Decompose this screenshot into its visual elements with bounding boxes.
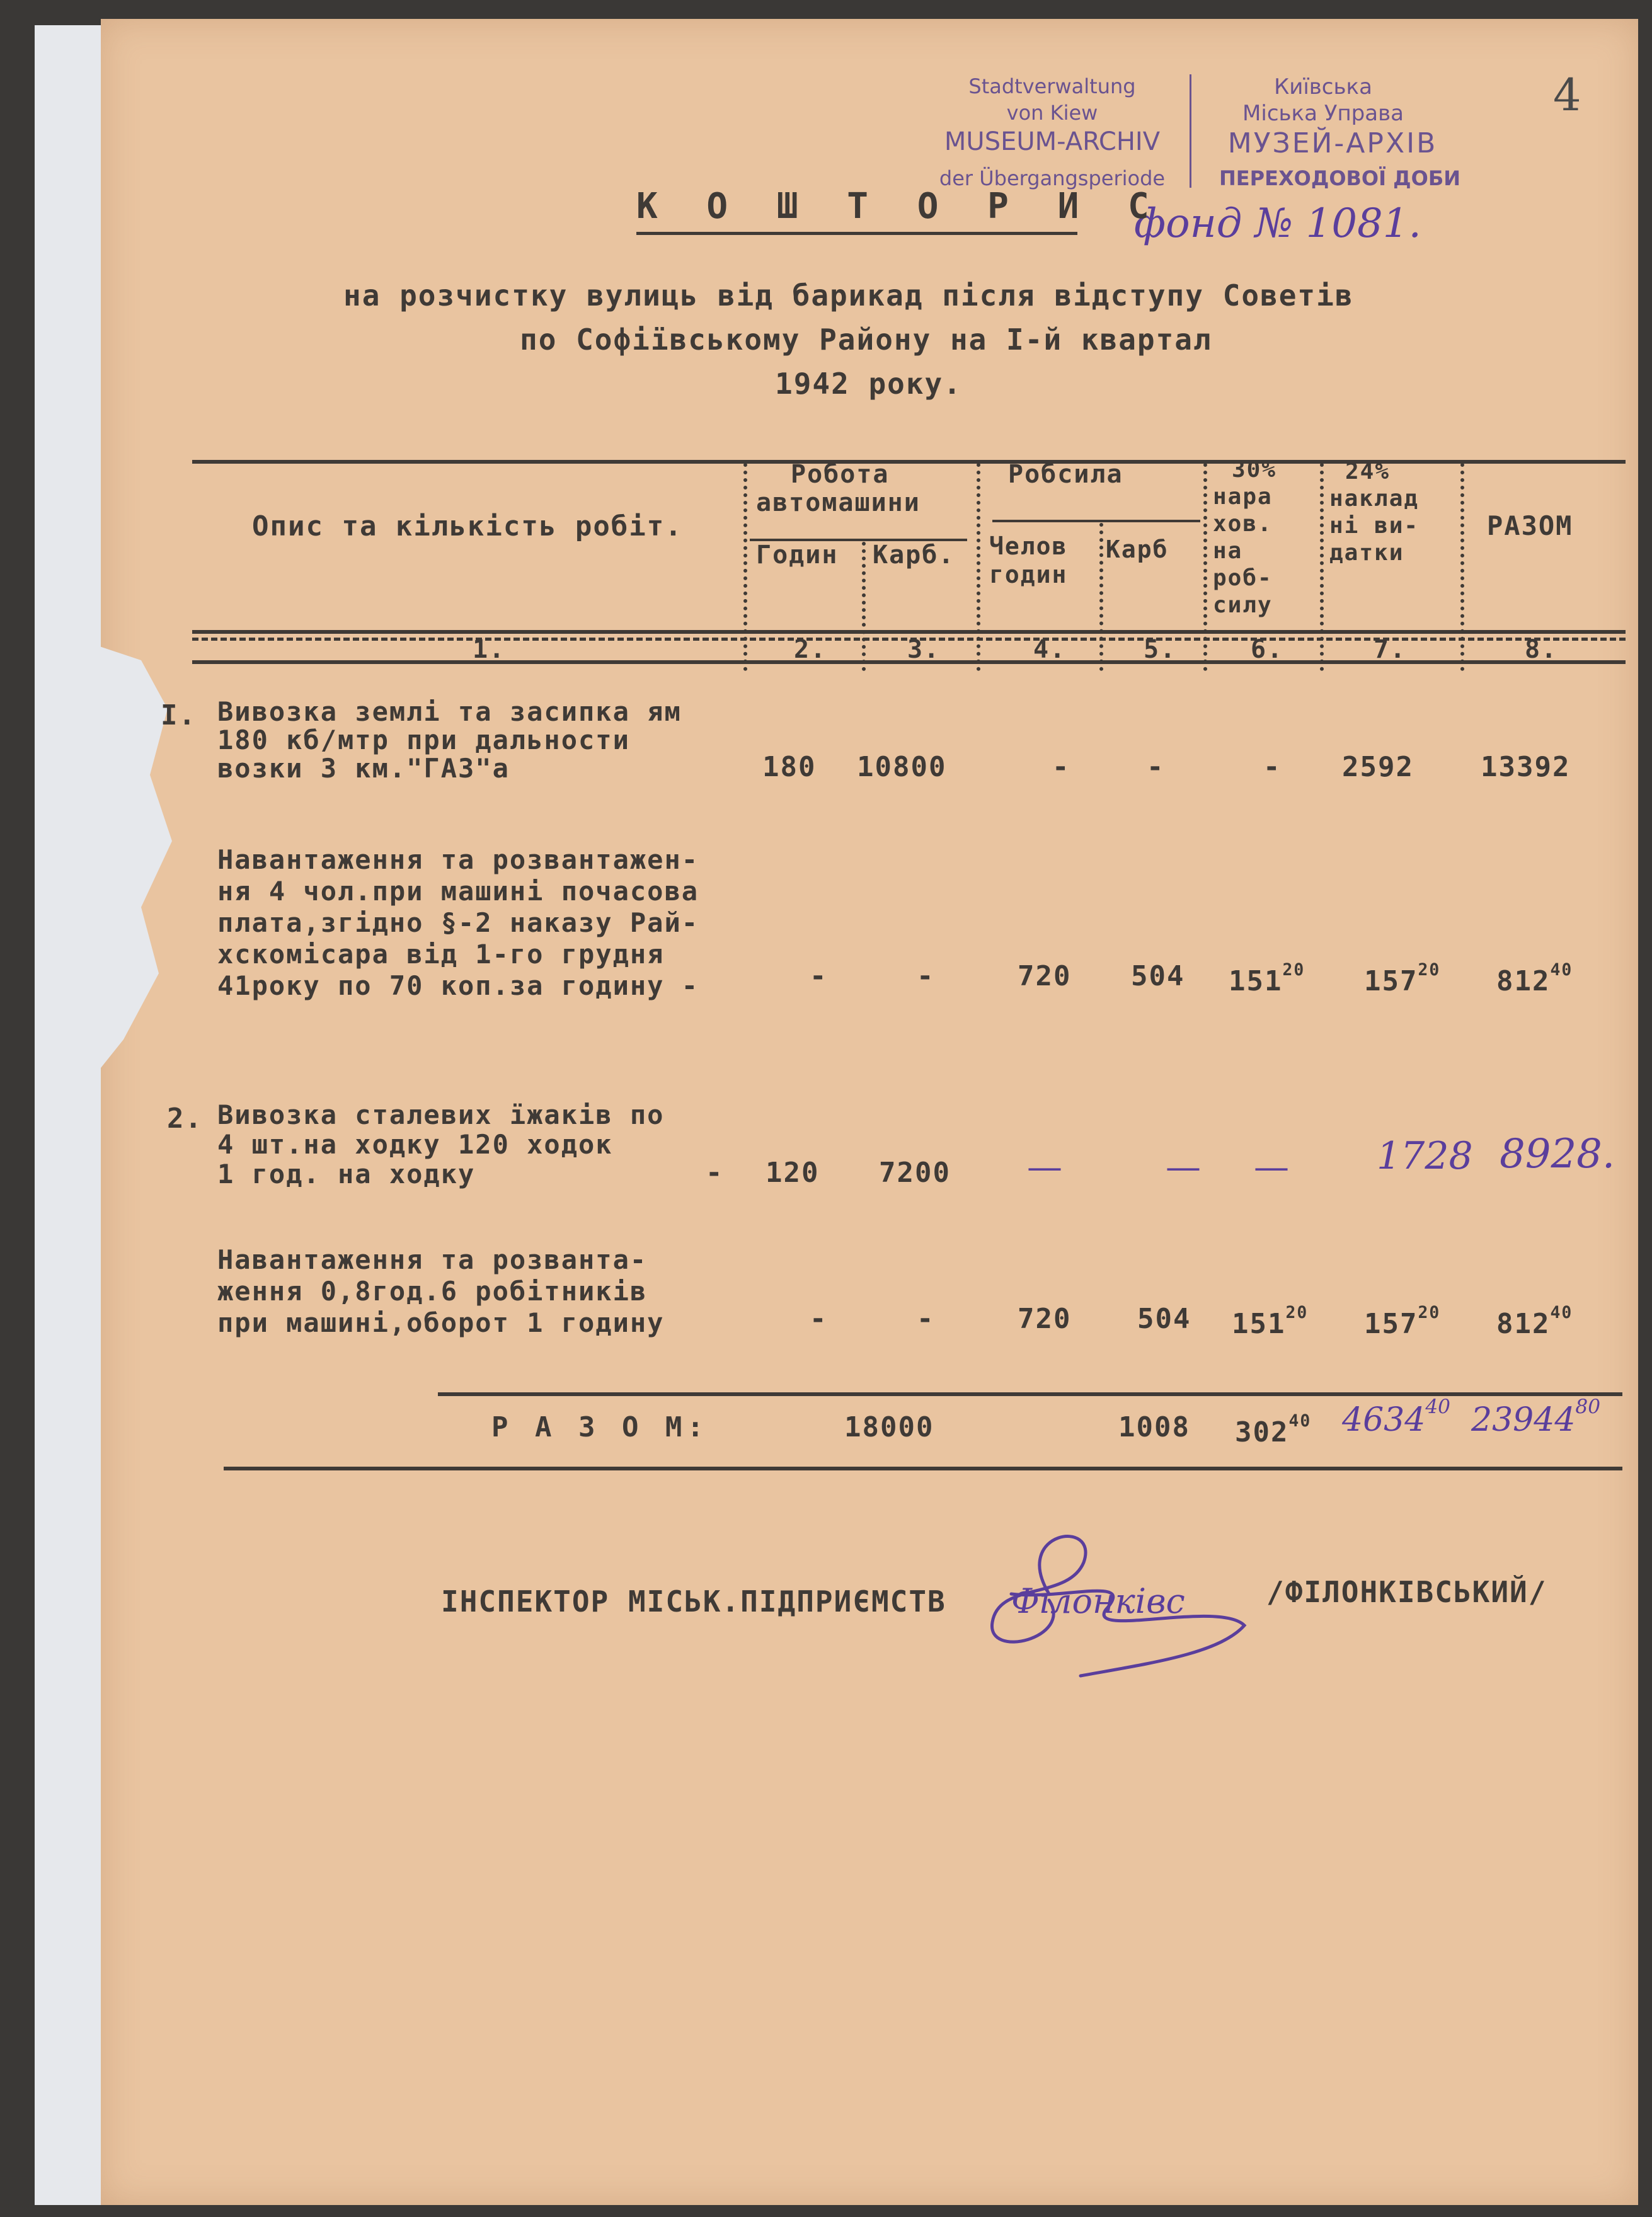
- header-accrual-4: на: [1213, 538, 1243, 564]
- col-sep-1: [743, 463, 747, 671]
- column-number-2: 2.: [794, 635, 827, 664]
- column-number-8: 8.: [1525, 635, 1558, 664]
- cell-vehicle-hours: 180: [762, 751, 817, 783]
- column-number-1: 1.: [473, 635, 506, 664]
- total-sum-rub: 23944: [1471, 1401, 1576, 1440]
- row-desc-line: 1 год. на ходку: [217, 1159, 476, 1189]
- cell-labour-karb: 504: [1131, 960, 1185, 992]
- header-man-hours-1: Челов: [989, 532, 1068, 560]
- row-desc-line: 180 кб/мтр при дальности: [217, 725, 630, 755]
- cell-labour-karb: 504: [1137, 1303, 1191, 1335]
- header-overhead-3: ні ви-: [1329, 513, 1420, 539]
- total-overhead-rub: 4634: [1342, 1401, 1426, 1440]
- header-karb: Карб.: [873, 541, 955, 570]
- total-accrual-rub: 302: [1235, 1416, 1289, 1448]
- cell-man-hours: —: [1027, 1147, 1062, 1188]
- stamp-uk-line-2: Міська Управа: [1242, 101, 1404, 126]
- cell-total-kop: 40: [1550, 1303, 1573, 1322]
- header-accrual-5: роб-: [1213, 565, 1273, 591]
- row-desc-line: возки 3 км."ГАЗ"а: [217, 753, 510, 784]
- col-sep-3: [977, 463, 980, 671]
- cell-total-rub: 812: [1496, 965, 1551, 997]
- header-accrual-2: нара: [1213, 484, 1273, 510]
- cell-total: [1496, 960, 1573, 997]
- cell-overhead: 2592: [1342, 751, 1414, 783]
- column-number-3: 3.: [907, 635, 941, 664]
- col-sep-7: [1460, 463, 1464, 671]
- stamp-de-line-1: Stadtverwaltung: [968, 74, 1136, 98]
- header-overhead-1: 24%: [1345, 459, 1391, 484]
- row-number: 2.: [167, 1103, 203, 1135]
- cell-total: 8928.: [1500, 1131, 1615, 1177]
- stamp-uk-line-4: ПЕРЕХОДОВОЇ ДОБИ: [1219, 166, 1461, 190]
- stamp-de-line-4: der Übergangsperiode: [939, 166, 1166, 190]
- cell-labour-karb: —: [1166, 1147, 1201, 1188]
- header-description: Опис та кількість робіт.: [252, 510, 683, 542]
- cell-vehicle-karb: 10800: [857, 751, 947, 783]
- col-sep-5: [1203, 463, 1207, 671]
- subtitle-line-3: 1942 року.: [775, 367, 962, 401]
- cell-accrual: [1232, 1303, 1308, 1340]
- column-number-4: 4.: [1033, 635, 1067, 664]
- cell-man-hours: 720: [1018, 1303, 1072, 1335]
- row-desc-line: Вивозка землі та засипка ям: [217, 696, 682, 727]
- row-desc-line: хскомісара від 1-го грудня: [217, 939, 665, 970]
- col-sep-4: [1099, 523, 1103, 671]
- header-vehicle-2: автомашини: [756, 488, 921, 517]
- stamp-de-line-2: von Kiew: [1006, 101, 1098, 125]
- cell-man-hours: 720: [1018, 960, 1072, 992]
- inspector-name: /ФІЛОНКІВСЬКИЙ/: [1266, 1575, 1547, 1609]
- cell-overhead-rub: 157: [1364, 1307, 1418, 1340]
- cell-accrual-rub: 151: [1232, 1307, 1286, 1340]
- header-vehicle-1: Робота: [791, 460, 890, 489]
- header-accrual-1: 30%: [1232, 457, 1277, 483]
- cell-vehicle-karb: 7200: [879, 1157, 951, 1189]
- row-dash: -: [706, 1157, 724, 1189]
- total-overhead-kop: 40: [1425, 1395, 1451, 1418]
- handwritten-signature: [973, 1506, 1263, 1688]
- total-accrual-kop: 40: [1288, 1411, 1312, 1431]
- cell-total: [1496, 1303, 1573, 1340]
- header-karb-2: Карб: [1106, 536, 1169, 563]
- header-accrual-6: силу: [1213, 592, 1273, 618]
- total-labour-karb: 1008: [1118, 1411, 1190, 1443]
- row-desc-line: при машині,оборот 1 годину: [217, 1307, 665, 1338]
- cell-accrual: —: [1254, 1147, 1289, 1188]
- cell-accrual: [1229, 960, 1305, 997]
- cell-total-rub: 812: [1496, 1307, 1551, 1340]
- cell-overhead-rub: 157: [1364, 965, 1418, 997]
- header-mid-rule-4: [992, 520, 1200, 522]
- total-bottom-rule: [224, 1467, 1622, 1470]
- header-accrual-3: хов.: [1213, 511, 1273, 537]
- row-desc-line: ня 4 чол.при машині почасова: [217, 876, 699, 907]
- row-desc-line: Вивозка сталевих їжаків по: [217, 1099, 665, 1130]
- cell-overhead: [1364, 960, 1440, 997]
- cell-overhead: 1728: [1377, 1134, 1473, 1178]
- cell-labour-karb: -: [1147, 751, 1165, 783]
- cell-vehicle-karb: -: [917, 960, 935, 992]
- cell-overhead: [1364, 1303, 1440, 1340]
- total-sum: [1471, 1395, 1600, 1439]
- col-sep-6: [1320, 463, 1324, 671]
- row-desc-line: Навантаження та розвантажен-: [217, 844, 699, 875]
- total-vehicle-karb: 18000: [844, 1411, 934, 1443]
- column-number-6: 6.: [1251, 635, 1284, 664]
- row-desc-line: ження 0,8год.6 робітників: [217, 1276, 648, 1307]
- cell-overhead-kop: 20: [1418, 960, 1441, 980]
- row-desc-line: Навантаження та розванта-: [217, 1244, 648, 1275]
- cell-vehicle-hours: -: [810, 1303, 828, 1335]
- column-number-7: 7.: [1374, 635, 1407, 664]
- header-bottom-rule: [192, 630, 1626, 634]
- table-top-rule: [192, 460, 1626, 464]
- total-overhead: [1342, 1395, 1450, 1439]
- row-desc-line: 41року по 70 коп.за годину -: [217, 970, 699, 1001]
- page-title: К О Ш Т О Р И С: [636, 186, 1163, 227]
- row-desc-line: плата,згідно §-2 наказу Рай-: [217, 907, 699, 938]
- header-overhead-4: датки: [1329, 540, 1404, 566]
- cell-accrual-rub: 151: [1229, 965, 1283, 997]
- subtitle-line-1: на розчистку вулиць від барикад після відступу Советів: [343, 278, 1354, 312]
- stamp-divider: [1190, 74, 1191, 188]
- row-number: I.: [161, 699, 197, 731]
- column-number-5: 5.: [1144, 635, 1177, 664]
- stamp-uk-line-3: МУЗЕЙ-АРХІВ: [1227, 127, 1438, 159]
- total-label: Р А З О М:: [491, 1411, 709, 1443]
- total-sum-kop: 80: [1575, 1395, 1601, 1418]
- cell-vehicle-karb: -: [917, 1303, 935, 1335]
- stamp-de-line-3: MUSEUM-ARCHIV: [944, 127, 1161, 156]
- header-man-hours-2: годин: [989, 561, 1068, 588]
- fond-number: фонд № 1081.: [1134, 200, 1421, 247]
- signature-text: Філонківс: [1011, 1581, 1185, 1621]
- cell-vehicle-hours: -: [810, 960, 828, 992]
- subtitle-line-2: по Софіївському Району на І-й квартал: [520, 323, 1212, 357]
- cell-vehicle-hours: 120: [766, 1157, 820, 1189]
- cell-overhead-kop: 20: [1418, 1303, 1441, 1322]
- page-number: 4: [1553, 69, 1581, 121]
- cell-accrual-kop: 20: [1285, 1303, 1309, 1322]
- header-overhead-2: наклад: [1329, 486, 1420, 512]
- total-accrual: [1235, 1411, 1311, 1448]
- cell-man-hours: -: [1052, 751, 1070, 783]
- cell-accrual: -: [1263, 751, 1282, 783]
- stamp-uk-line-1: Київська: [1274, 74, 1372, 100]
- col-sep-2: [862, 542, 866, 671]
- inspector-title: ІНСПЕКТОР МІСЬК.ПІДПРИЄМСТВ: [441, 1584, 946, 1618]
- title-underline: [636, 232, 1077, 235]
- header-total: РАЗОМ: [1487, 510, 1573, 541]
- cell-accrual-kop: 20: [1282, 960, 1305, 980]
- header-hours: Годин: [756, 541, 839, 570]
- header-labour: Робсила: [1008, 460, 1123, 489]
- cell-total-kop: 40: [1550, 960, 1573, 980]
- row-desc-line: 4 шт.на ходку 120 ходок: [217, 1129, 613, 1160]
- cell-total: 13392: [1481, 751, 1571, 783]
